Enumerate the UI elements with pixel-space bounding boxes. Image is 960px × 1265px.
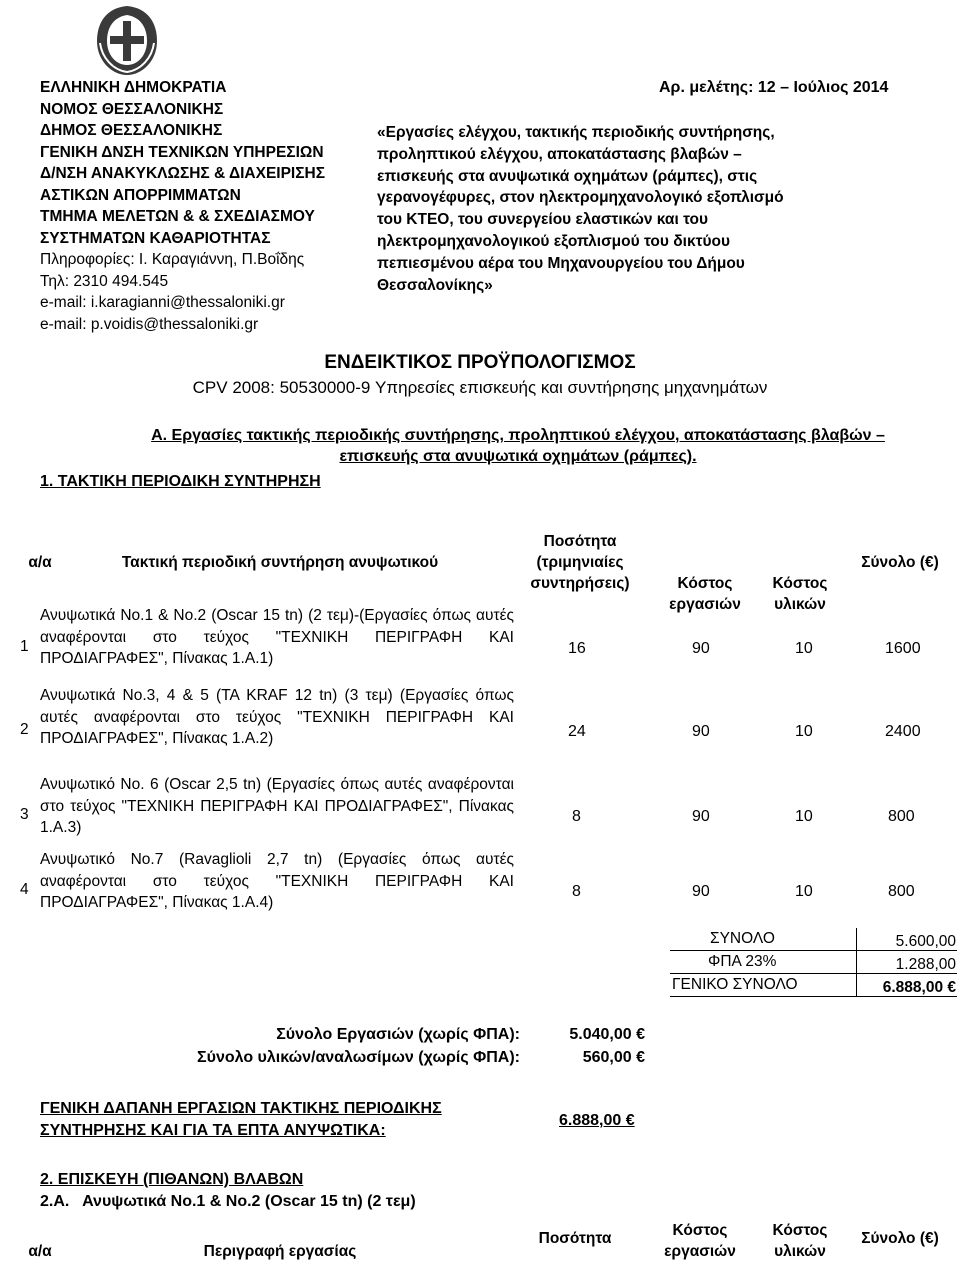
totals-sum-value: 5.600,00 xyxy=(895,933,956,950)
section-2a-heading: 2.Α. Ανυψωτικά Νο.1 & Νο.2 (Oscar 15 tn) (2 τεμ) xyxy=(40,1193,416,1210)
row-material-cost: 10 xyxy=(795,883,813,900)
general-expense-label xyxy=(40,1098,442,1141)
section-a-line: επισκευής στα ανυψωτικά οχημάτων (ράμπες). xyxy=(339,448,697,465)
row-quantity: 8 xyxy=(572,808,581,825)
row-description: Ανυψωτικά Νο.1 & Νο.2 (Oscar 15 tn) (2 τεμ)-(Εργασίες όπως αυτές αναφέρονται στο τεύχος "ΤΕΧΝΙΚΗ ΠΕΡΙΓΡΑΦΗ ΚΑΙ ΠΡΟΔΙΑΓΡΑΦΕΣ", Πίνακας 1.Α.1) xyxy=(40,607,514,667)
row-labor-cost: 90 xyxy=(692,640,710,657)
col-header-desc: Περιγραφή εργασίας xyxy=(203,1243,357,1260)
subject-line: «Εργασίες ελέγχου, τακτικής περιοδικής συντήρησης, xyxy=(377,124,775,141)
issuer-line: ΑΣΤΙΚΩΝ ΑΠΟΡΡΙΜΜΑΤΩΝ xyxy=(40,186,241,204)
totals-grand-label: ΓΕΝΙΚΟ ΣΥΝΟΛΟ xyxy=(672,976,798,993)
col-header-labor: Κόστος εργασιών xyxy=(664,1222,736,1260)
row-labor-cost: 90 xyxy=(692,808,710,825)
row-labor-cost: 90 xyxy=(692,883,710,900)
row-labor-cost: 90 xyxy=(692,723,710,740)
col-header-aa: α/α xyxy=(28,554,52,571)
totals-column-divider xyxy=(856,928,857,996)
totals-grand-value: 6.888,00 € xyxy=(882,979,956,996)
subject-line: προληπτικού ελέγχου, αποκατάστασης βλαβών – xyxy=(377,145,742,163)
summary-materials-label: Σύνολο υλικών/αναλωσίμων (χωρίς ΦΠΑ): xyxy=(197,1049,520,1066)
issuer-line: ΔΗΜΟΣ ΘΕΣΣΑΛΟΝΙΚΗΣ xyxy=(40,122,223,139)
subject-line: ηλεκτρομηχανολογικού εξοπλισμού του δικτύου xyxy=(377,232,731,250)
summary-materials-value: 560,00 € xyxy=(582,1049,645,1066)
row-total: 2400 xyxy=(885,723,921,740)
issuer-block xyxy=(40,77,370,335)
study-date: Αρ. μελέτης: 12 – Ιούλιος 2014 xyxy=(659,79,889,96)
section-2-heading: 2. ΕΠΙΣΚΕΥΗ (ΠΙΘΑΝΩΝ) ΒΛΑΒΩΝ xyxy=(40,1171,304,1188)
issuer-line: Δ/ΝΣΗ ΑΝΑΚΥΚΛΩΣΗΣ & ΔΙΑΧΕΙΡΙΣΗΣ xyxy=(40,165,326,182)
row-material-cost: 10 xyxy=(795,640,813,657)
contact-line: Πληροφορίες: Ι. Καραγιάννη, Π.Βοΐδης xyxy=(40,251,305,268)
totals-vat-value: 1.288,00 xyxy=(895,956,956,973)
col-header-qty: Ποσότητα xyxy=(538,1230,612,1247)
row-quantity: 24 xyxy=(568,723,586,740)
col-header-total: Σύνολο (€) xyxy=(861,1230,939,1247)
issuer-line: ΝΟΜΟΣ ΘΕΣΣΑΛΟΝΙΚΗΣ xyxy=(40,100,224,118)
col-header-desc: Τακτική περιοδική συντήρηση ανυψωτικού xyxy=(121,554,439,571)
row-number: 3 xyxy=(20,806,29,823)
subject-line: γερανογέφυρες, στον ηλεκτρομηχανολογικό εξοπλισμό xyxy=(377,189,784,207)
row-number: 2 xyxy=(20,721,29,738)
col-header-qty: Ποσότητα (τριμηνιαίες συντηρήσεις) xyxy=(530,533,630,592)
section-a-line: Α. Εργασίες τακτικής περιοδικής συντήρησης, προληπτικού ελέγχου, αποκατάστασης βλαβών – xyxy=(151,427,885,444)
subject-line: του ΚΤΕΟ, του συνεργείου ελαστικών και του xyxy=(377,211,709,229)
row-number: 4 xyxy=(20,881,29,898)
general-expense-value: 6.888,00 € xyxy=(559,1112,635,1129)
contact-email: e-mail: i.karagianni@thessaloniki.gr xyxy=(40,294,285,311)
issuer-line: ΕΛΛΗΝΙΚΗ ΔΗΜΟΚΡΑΤΙΑ xyxy=(40,79,227,96)
row-description: Ανυψωτικά Νο.3, 4 & 5 (TA KRAF 12 tn) (3 τεμ) (Εργασίες όπως αυτές αναφέρονται στο τεύχος "ΤΕΧΝΙΚΗ ΠΕΡΙΓΡΑΦΗ ΚΑΙ ΠΡΟΔΙΑΓΡΑΦΕΣ", Πίνακας 1.Α.2) xyxy=(40,687,514,747)
section-1-heading: 1. ΤΑΚΤΙΚΗ ΠΕΡΙΟΔΙΚΗ ΣΥΝΤΗΡΗΣΗ xyxy=(40,473,321,490)
summary-labor-label: Σύνολο Εργασιών (χωρίς ΦΠΑ): xyxy=(276,1026,520,1043)
subject-block xyxy=(377,122,847,296)
col-header-labor: Κόστος εργασιών xyxy=(669,575,741,613)
row-description: Ανυψωτικό Νο. 6 (Oscar 2,5 tn) (Εργασίες όπως αυτές αναφέρονται στο τεύχος "ΤΕΧΝΙΚΗ ΠΕΡΙΓΡΑΦΗ ΚΑΙ ΠΡΟΔΙΑΓΡΑΦΕΣ", Πίνακας 1.Α.3) xyxy=(40,776,514,836)
row-material-cost: 10 xyxy=(795,808,813,825)
summary-labor-value: 5.040,00 € xyxy=(569,1026,645,1043)
issuer-line: ΣΥΣΤΗΜΑΤΩΝ ΚΑΘΑΡΙΟΤΗΤΑΣ xyxy=(40,229,271,247)
general-expense-line: ΣΥΝΤΗΡΗΣΗΣ ΚΑΙ ΓΙΑ ΤΑ ΕΠΤΑ ΑΝΥΨΩΤΙΚΑ: xyxy=(40,1121,386,1139)
issuer-line: ΓΕΝΙΚΗ ΔΝΣΗ ΤΕΧΝΙΚΩΝ ΥΠΗΡΕΣΙΩΝ xyxy=(40,143,324,161)
row-quantity: 16 xyxy=(568,640,586,657)
col-header-aa: α/α xyxy=(28,1243,52,1260)
row-description: Ανυψωτικό Νο.7 (Ravaglioli 2,7 tn) (Εργασίες όπως αυτές αναφέρονται στο τεύχος "ΤΕΧΝΙΚΗ ΠΕΡΙΓΡΑΦΗ ΚΑΙ ΠΡΟΔΙΑΓΡΑΦΕΣ", Πίνακας 1.Α.4) xyxy=(40,851,514,911)
totals-vat-label: ΦΠΑ 23% xyxy=(708,953,777,970)
row-quantity: 8 xyxy=(572,883,581,900)
row-total: 800 xyxy=(888,883,915,900)
subject-line: πεπιεσμένου αέρα του Μηχανουργείου του Δήμου xyxy=(377,254,745,272)
col-header-material: Κόστος υλικών xyxy=(772,1222,828,1260)
contact-phone: Τηλ: 2310 494.545 xyxy=(40,272,169,290)
document-title: ΕΝΔΕΙΚΤΙΚΟΣ ΠΡΟΫΠΟΛΟΓΙΣΜΟΣ xyxy=(324,352,636,373)
general-expense-line: ΓΕΝΙΚΗ ΔΑΠΑΝΗ ΕΡΓΑΣΙΩΝ ΤΑΚΤΙΚΗΣ ΠΕΡΙΟΔΙΚΗΣ xyxy=(40,1100,442,1117)
cpv-line: CPV 2008: 50530000-9 Υπηρεσίες επισκευής και συντήρησης μηχανημάτων xyxy=(192,378,768,397)
subject-line: επισκευής στα ανυψωτικά οχημάτων (ράμπες), στις xyxy=(377,167,758,185)
row-total: 1600 xyxy=(885,640,921,657)
greek-emblem-icon xyxy=(88,3,166,77)
subject-line: Θεσσαλονίκης» xyxy=(377,276,493,294)
totals-sum-label: ΣΥΝΟΛΟ xyxy=(710,930,775,947)
row-total: 800 xyxy=(888,808,915,825)
col-header-total: Σύνολο (€) xyxy=(861,554,939,571)
section-a-heading xyxy=(108,425,928,467)
contact-email: e-mail: p.voidis@thessaloniki.gr xyxy=(40,315,259,333)
row-material-cost: 10 xyxy=(795,723,813,740)
issuer-line: ΤΜΗΜΑ ΜΕΛΕΤΩΝ & & ΣΧΕΔΙΑΣΜΟΥ xyxy=(40,208,315,225)
row-number: 1 xyxy=(20,638,29,655)
col-header-material: Κόστος υλικών xyxy=(772,575,828,613)
